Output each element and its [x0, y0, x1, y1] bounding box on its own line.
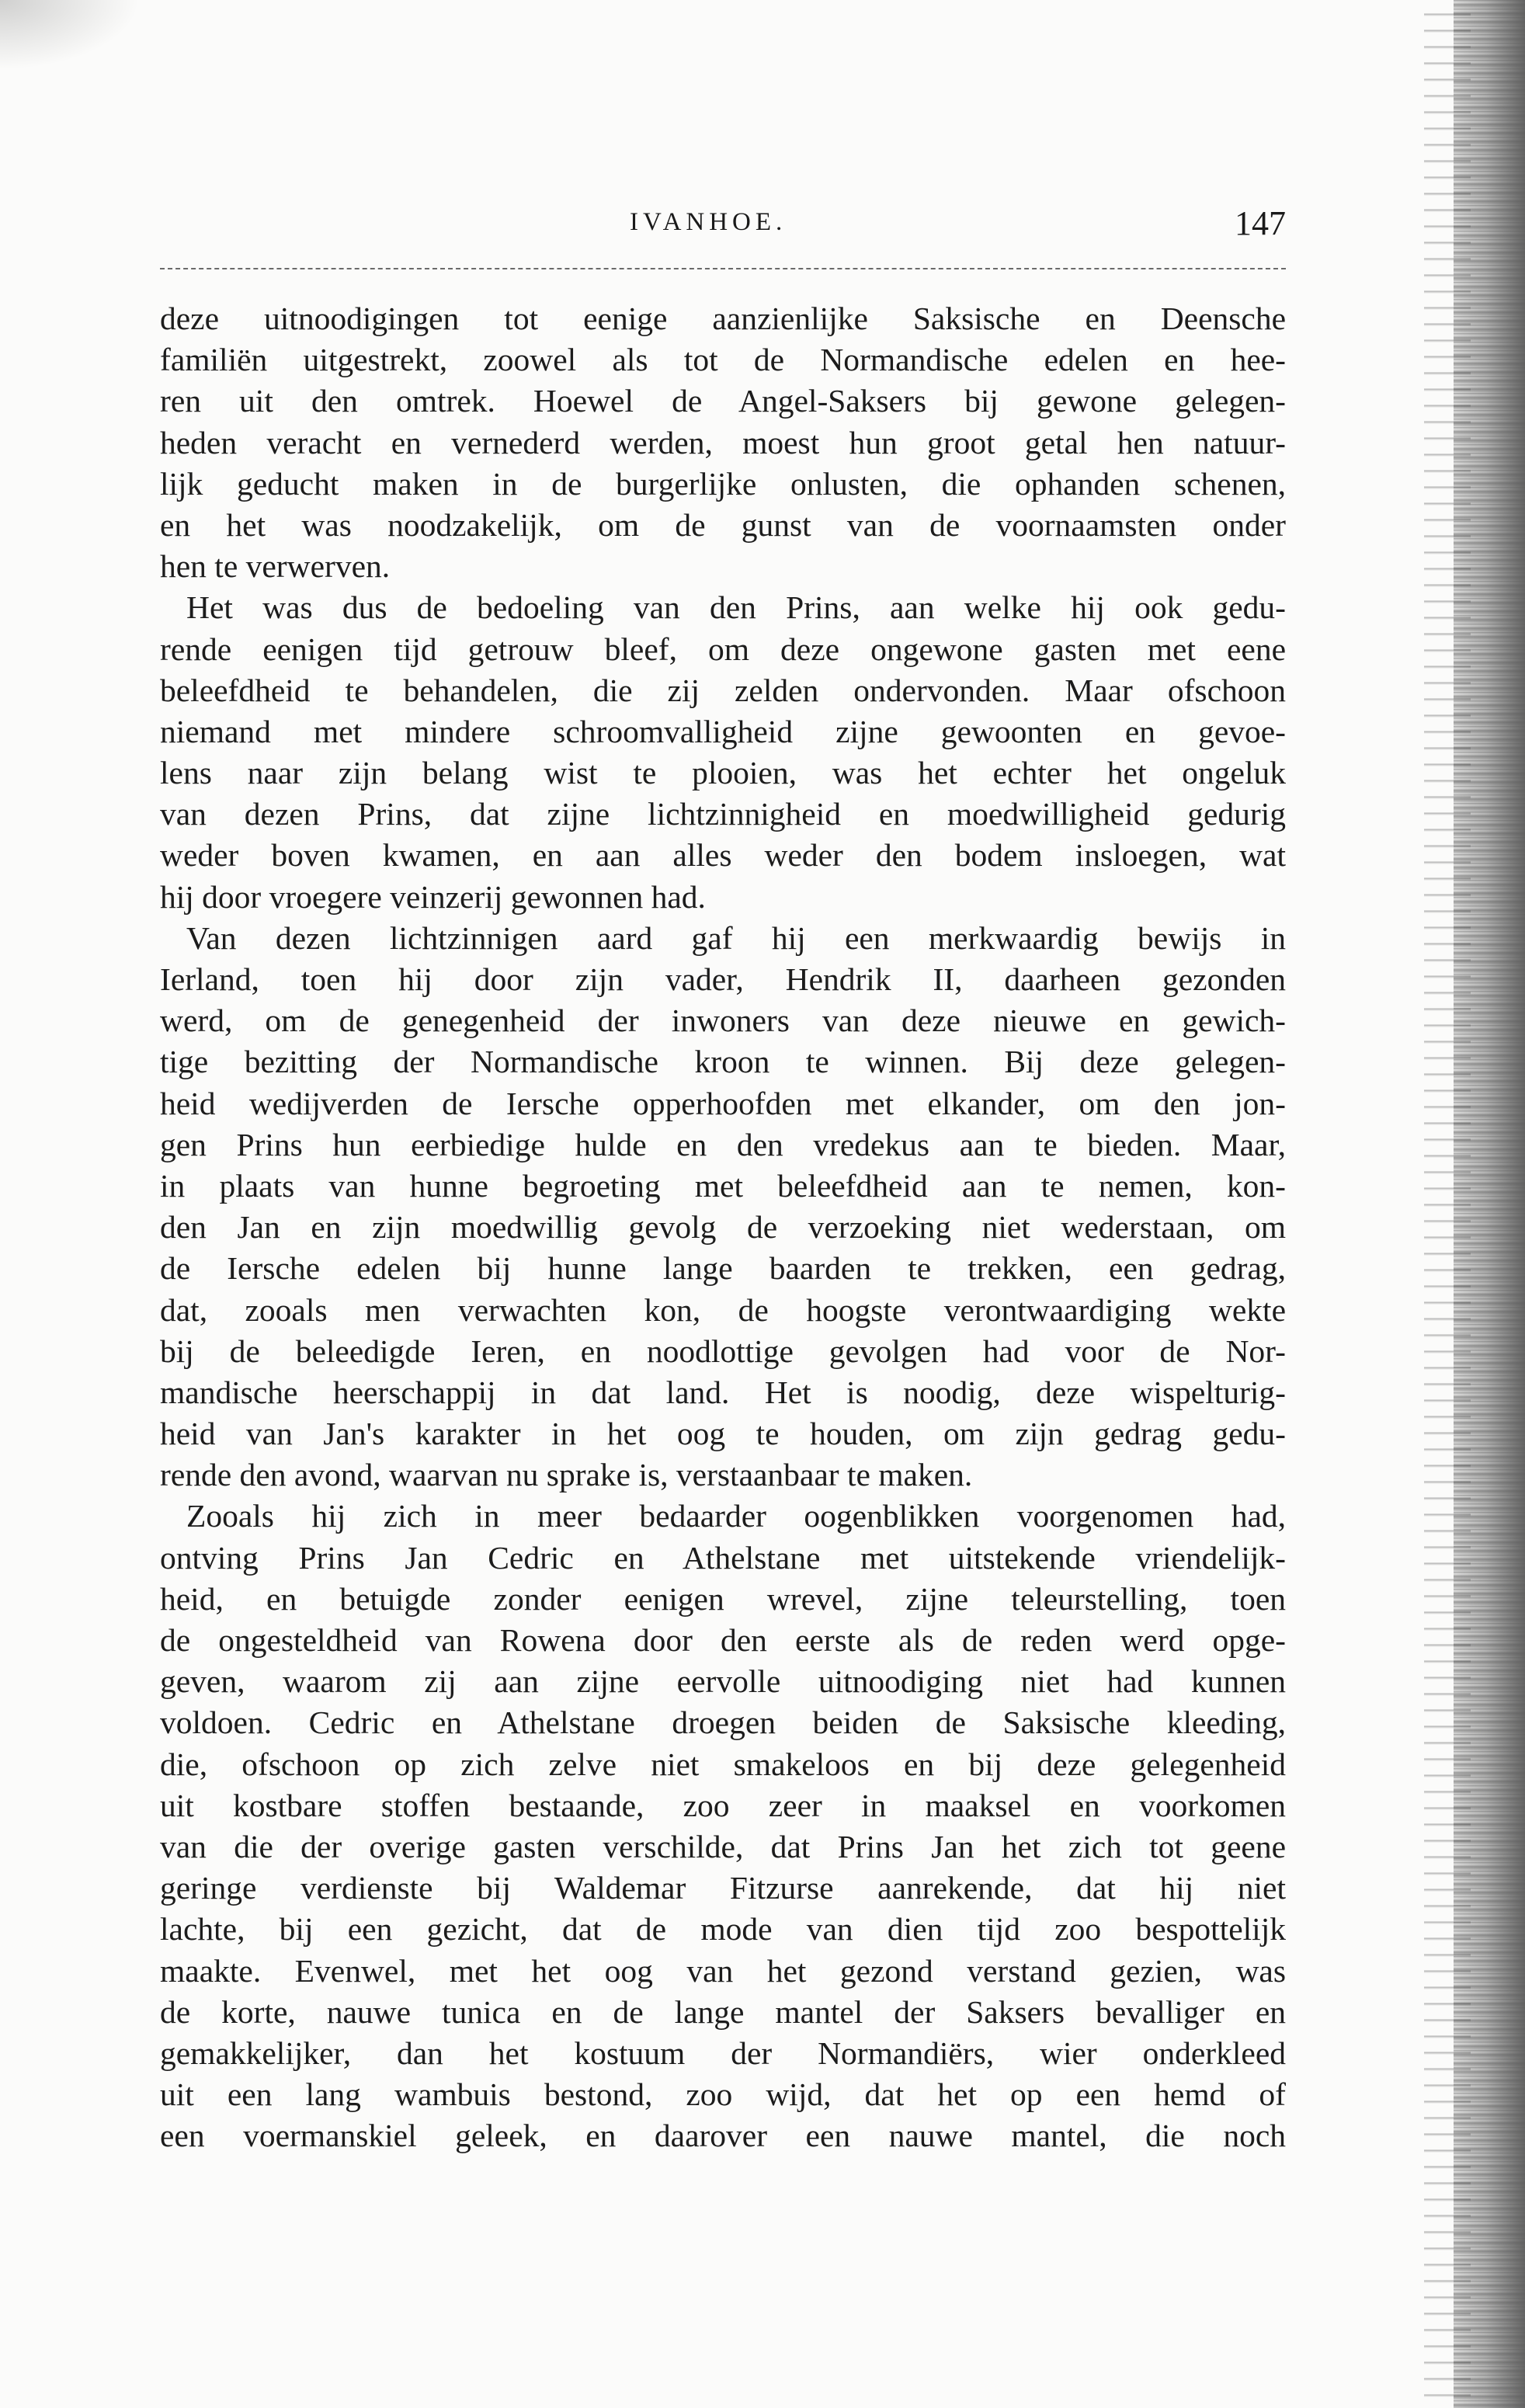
text-line: gen Prins hun eerbiedige hulde en den vredekus aan te bieden. Maar,	[160, 1126, 1286, 1162]
text-line: maakte. Evenwel, met het oog van het gezond verstand gezien, was	[160, 1952, 1286, 1989]
text-line: lijk geducht maken in de burgerlijke onlusten, die ophanden schenen,	[160, 465, 1286, 502]
text-line: van die der overige gasten verschilde, dat Prins Jan het zich tot geene	[160, 1828, 1286, 1864]
running-head: IVANHOE.	[630, 208, 787, 236]
text-line: heden veracht en vernederd werden, moest hun groot getal hen natuur-	[160, 424, 1286, 460]
text-line: hen te verwerven.	[160, 548, 391, 585]
scan-corner-shadow	[0, 0, 140, 70]
text-line: gemakkelijker, dan het kostuum der Normandiërs, wier onderkleed	[160, 2034, 1286, 2071]
text-line: de korte, nauwe tunica en de lange mantel der Saksers bevalliger en	[160, 1993, 1286, 2030]
text-line: weder boven kwamen, en aan alles weder den bodem insloegen, wat	[160, 837, 1286, 874]
text-line: Ierland, toen hij door zijn vader, Hendrik II, daarheen gezonden	[160, 961, 1286, 997]
text-line: beleefdheid te behandelen, die zij zelden ondervonden. Maar ofschoon	[160, 672, 1286, 708]
text-line: rende den avond, waarvan nu sprake is, verstaanbaar te maken.	[160, 1457, 973, 1493]
text-line: lachte, bij een gezicht, dat de mode van dien tijd zoo bespottelijk	[160, 1911, 1286, 1948]
page-header	[160, 204, 1286, 255]
binding-edge-speckle	[1424, 0, 1471, 2408]
text-line: dat, zooals men verwachten kon, de hoogste verontwaardiging wekte	[160, 1291, 1286, 1328]
text-line: mandische heerschappij in dat land. Het is noodig, deze wispelturig-	[160, 1374, 1286, 1410]
text-line: in plaats van hunne begroeting met beleefdheid aan te nemen, kon-	[160, 1167, 1286, 1204]
text-line: Van dezen lichtzinnigen aard gaf hij een merkwaardig bewijs in	[186, 919, 1286, 956]
text-line: familiën uitgestrekt, zoowel als tot de Normandische edelen en hee-	[160, 342, 1286, 378]
text-line: heid, en betuigde zonder eenigen wrevel, zijne teleurstelling, toen	[160, 1580, 1286, 1617]
text-line: lens naar zijn belang wist te plooien, was het echter het ongeluk	[160, 755, 1286, 791]
text-line: geven, waarom zij aan zijne eervolle uitnoodiging niet had kunnen	[160, 1663, 1286, 1700]
text-line: heid van Jan's karakter in het oog te houden, om zijn gedrag gedu-	[160, 1416, 1286, 1452]
header-rule	[160, 268, 1286, 269]
text-line: de Iersche edelen bij hunne lange baarden te trekken, een gedrag,	[160, 1250, 1286, 1287]
text-line: hij door vroegere veinzerij gewonnen had.	[160, 878, 706, 915]
text-line: uit een lang wambuis bestond, zoo wijd, dat het op een hemd of	[160, 2076, 1286, 2113]
text-line: van dezen Prins, dat zijne lichtzinnigheid en moedwilligheid gedurig	[160, 796, 1286, 832]
text-line: deze uitnoodigingen tot eenige aanzienlijke Saksische en Deensche	[160, 301, 1286, 336]
text-line: de ongesteldheid van Rowena door den eerste als de reden werd opge-	[160, 1622, 1286, 1658]
text-line: ontving Prins Jan Cedric en Athelstane met uitstekende vriendelijk-	[160, 1539, 1286, 1576]
text-line: geringe verdienste bij Waldemar Fitzurse aanrekende, dat hij niet	[160, 1870, 1286, 1906]
text-line: die, ofschoon op zich zelve niet smakeloos en bij deze gelegenheid	[160, 1746, 1286, 1782]
text-line: werd, om de genegenheid der inwoners van deze nieuwe en gewich-	[160, 1002, 1286, 1039]
page-number: 147	[1235, 204, 1286, 242]
text-line: den Jan en zijn moedwillig gevolg de verzoeking niet wederstaan, om	[160, 1209, 1286, 1246]
text-line: Zooals hij zich in meer bedaarder oogenblikken voorgenomen had,	[186, 1498, 1286, 1534]
text-line: heid wedijverden de Iersche opperhoofden met elkander, om den jon-	[160, 1085, 1286, 1121]
text-line: een voermanskiel geleek, en daarover een nauwe mantel, die noch	[160, 2118, 1286, 2154]
text-line: voldoen. Cedric en Athelstane droegen beiden de Saksische kleeding,	[160, 1704, 1286, 1741]
text-line: en het was noodzakelijk, om de gunst van de voornaamsten onder	[160, 506, 1286, 543]
text-line: Het was dus de bedoeling van den Prins, aan welke hij ook gedu-	[186, 589, 1286, 626]
text-line: uit kostbare stoffen bestaande, zoo zeer in maaksel en voorkomen	[160, 1787, 1286, 1823]
text-line: niemand met mindere schroomvalligheid zijne gewoonten en gevoe-	[160, 713, 1286, 749]
text-line: ren uit den omtrek. Hoewel de Angel-Saksers bij gewone gelegen-	[160, 383, 1286, 419]
text-line: bij de beleedigde Ieren, en noodlottige gevolgen had voor de Nor-	[160, 1333, 1286, 1369]
body-text	[160, 298, 1286, 2156]
text-line: rende eenigen tijd getrouw bleef, om deze ongewone gasten met eene	[160, 631, 1286, 667]
text-line: tige bezitting der Normandische kroon te winnen. Bij deze gelegen-	[160, 1044, 1286, 1080]
